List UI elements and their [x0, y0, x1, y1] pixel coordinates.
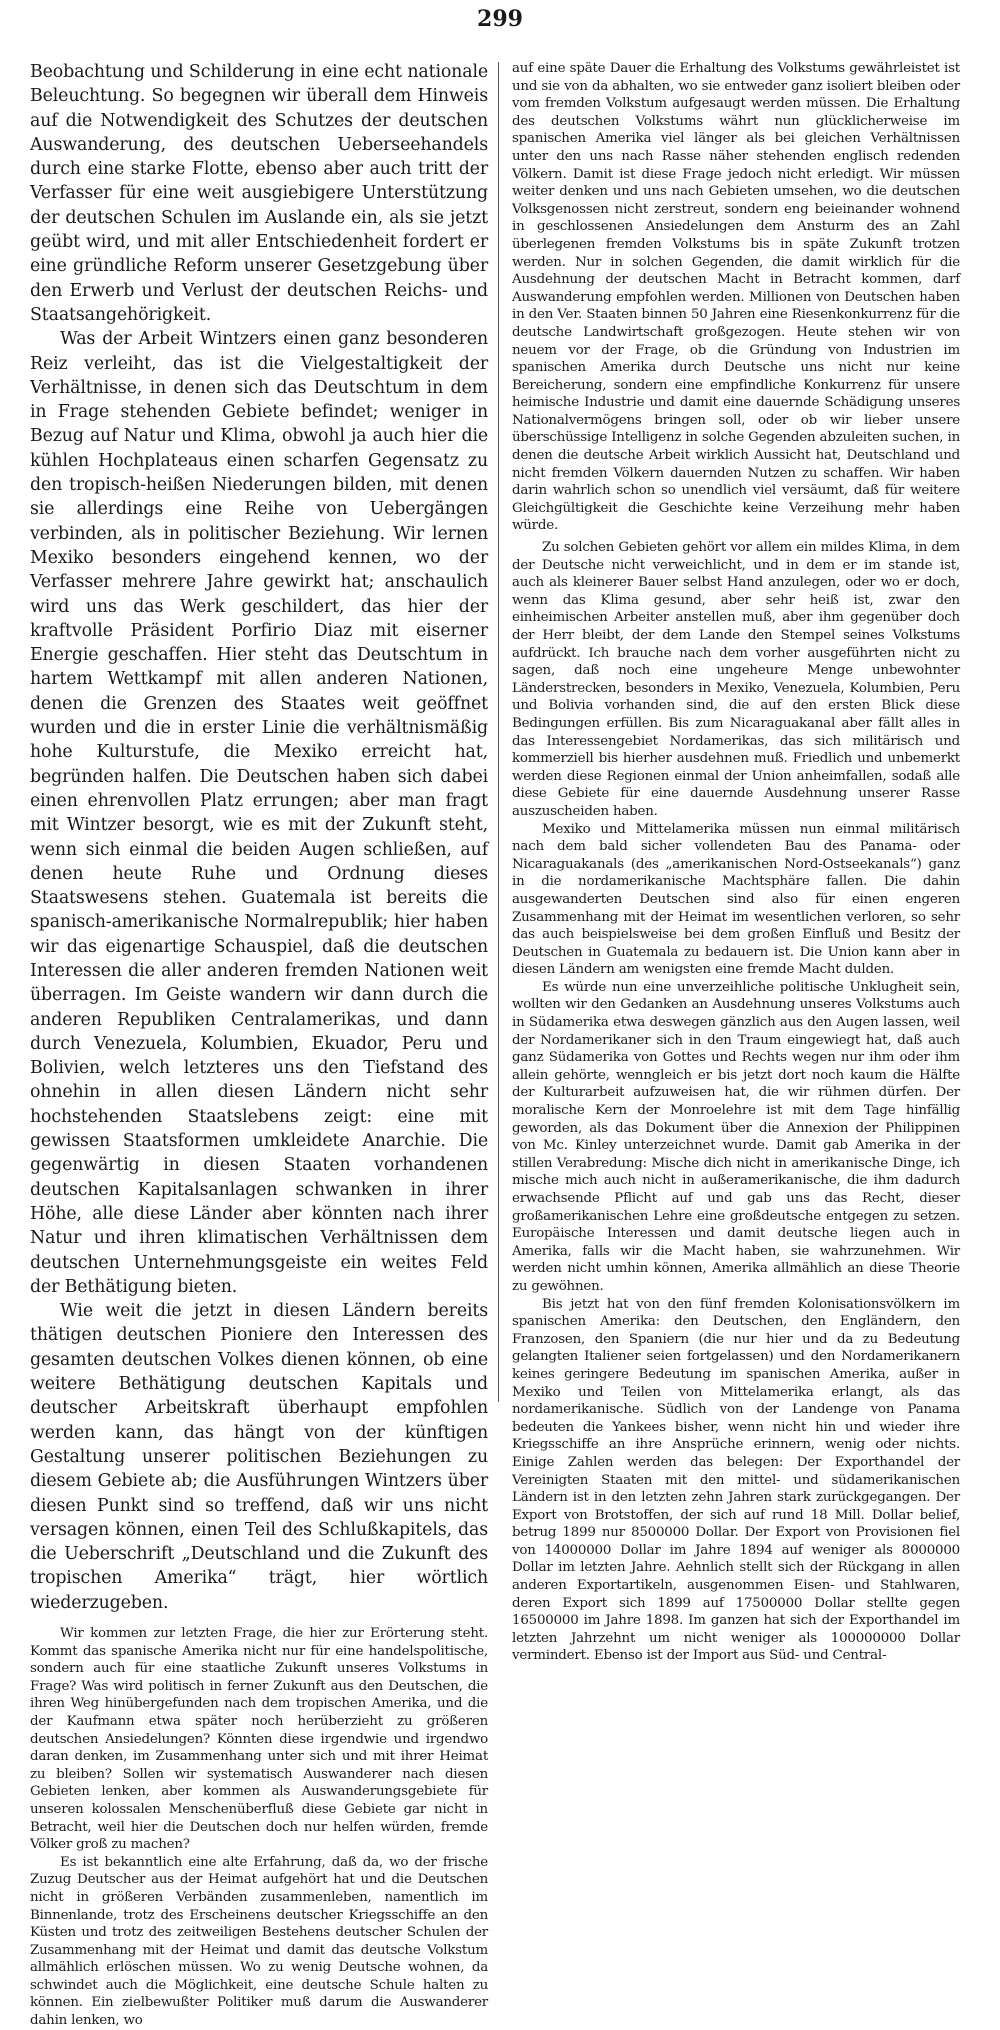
right-column — [512, 60, 960, 1664]
quote-paragraph: Es würde nun eine unverzeihliche politische Unklugheit sein, wollten wir den Gedanken an Ausdehnung unseres Volkstums auch in Südamerika etwa deswegen gänzlich aus den Augen lassen, weil der Nordamerikaner sich in den Traum eingewiegt hat, daß auch ganz Südamerika von Gottes und Rechts wegen nur ihm oder ihm allein gehörte, wenngleich er bis jetzt dort noch kaum die Hälfte der Kulturarbeit aufzuweisen hat, die wir rühmen dürfen. Der moralische Kern der Monroelehre ist mit dem Tage hinfällig geworden, als das Dokument über die Annexion der Philippinen von Mc. Kinley unterzeichnet wurde. Damit gab Amerika in der stillen Verabredung: Mische dich nicht in amerikanische Dinge, ich mische mich auch nicht in außeramerikanische, die ihm dadurch erwachsende Pflicht auf und gab uns das Recht, dieser großamerikanischen Lehre eine großdeutsche entgegen zu setzen. Europäische Interessen und damit deutsche liegen auch in Amerika, falls wir die Macht haben, sie wahrzunehmen. Wir werden nicht umhin können, Amerika allmählich an diese Theorie zu gewöhnen. — [512, 979, 960, 1294]
quote-paragraph: auf eine späte Dauer die Erhaltung des Volkstums gewährleistet ist und sie von da abhalten, wo sie entweder ganz isoliert bleiben oder vom fremden Volkstum aufgesaugt werden müssen. Die Erhaltung des deutschen Volkstums währt nun glücklicherweise im spanischen Amerika viel länger als bei gleichen Verhältnissen unter den uns nach Rasse näher stehenden englisch redenden Völkern. Damit ist diese Frage jedoch nicht erledigt. Wir müssen weiter denken und uns nach Gebieten umsehen, wo die deutschen Volksgenossen nicht zerstreut, sondern eng beieinander wohnend in geschlossenen Ansiedelungen dem Ansturm des an Zahl überlegenen fremden Volkstums bis in späte Zukunft trotzen werden. Nur in solchen Gegenden, die damit wirklich für die Ausdehnung der deutschen Macht in Betracht kommen, darf Auswanderung empfohlen werden. Millionen von Deutschen haben in den Ver. Staaten binnen 50 Jahren eine Riesenkonkurrenz für die deutsche Landwirtschaft großgezogen. Heute stehen wir von neuem vor der Frage, ob die Gründung von Industrien im spanischen Amerika durch Deutsche uns nicht nur keine Bereicherung, sondern eine empfindliche Konkurrenz für unsere heimische Industrie und damit eine dauernde Schädigung unseres Nationalvermögens bringen soll, oder ob wir lieber unsere überschüssige Intelligenz in solche Gegenden abzuleiten suchen, in denen die deutsche Arbeit wirklich Aussicht hat, Deutschland und nicht fremden Völkern dauernden Nutzen zu schaffen. Wir haben darin wahrlich schon so unendlich viel versäumt, daß für weitere Gleichgültigkeit die Geschichte keine Verzeihung mehr haben würde. — [512, 61, 960, 534]
paragraph: Beobachtung und Schilderung in eine echt nationale Beleuchtung. So begegnen wir überall dem Hinweis auf die Notwendigkeit des Schutzes der deutschen Auswanderung, des deutschen Ueberseehandels durch eine starke Flotte, ebenso aber auch tritt der Verfasser für eine weit ausgiebigere Unterstützung der deutschen Schulen im Auslande ein, als sie jetzt geübt wird, und mit aller Entschiedenheit fordert er eine gründliche Reform unserer Gesetzgebung über den Erwerb und Verlust der deutschen Reichs- und Staatsangehörigkeit. — [30, 62, 488, 325]
column-divider — [498, 62, 499, 1402]
quote-paragraph: Wir kommen zur letzten Frage, die hier zur Erörterung steht. Kommt das spanische Amerika nicht nur für eine handelspolitische, sondern auch für eine staatliche Zukunft unseres Volkstums in Frage? Was wird politisch in ferner Zukunft aus den Deutschen, die ihren Weg hinübergefunden nach dem tropischen Amerika, und die der Kaufmann etwa später noch herüberzieht zu größeren deutschen Ansiedelungen? Könnten diese irgendwie und irgendwo daran denken, im Zusammenhang unter sich und mit ihrer Heimat zu bleiben? Sollen wir systematisch Auswanderer nach diesen Gebieten lenken, aber kommen als Auswanderungsgebiete für unseren kolossalen Menschenüberfluß diese Gebiete gar nicht in Betracht, weil hier die Deutschen doch nur helfen würden, fremde Völker groß zu machen? — [30, 1626, 488, 1853]
quote-paragraph: Bis jetzt hat von den fünf fremden Kolonisationsvölkern im spanischen Amerika: den Deutschen, den Engländern, den Franzosen, den Spaniern (die nur hier und da zu Bedeutung gelangten Italiener seien fortgelassen) und den Nordamerikanern keines geringere Bedeutung im spanischen Amerika, außer in Mexiko und Teilen von Mittelamerika erlangt, als das nordamerikanische. Südlich von der Landenge von Panama bedeuten die Yankees bisher, wenn nicht hin und wieder ihre Kriegsschiffe an ihre Ansprüche erinnern, wenig oder nichts. Einige Zahlen werden das belegen: Der Exporthandel der Vereinigten Staaten mit den mittel- und südamerikanischen Ländern ist in den letzten zehn Jahren stark zurückgegangen. Der Export von Brotstoffen, der sich auf rund 18 Mill. Dollar belief, betrug 1899 nur 8500000 Dollar. Der Export von Provisionen fiel von 14000000 Dollar im Jahre 1894 auf weniger als 8000000 Dollar im letzten Jahre. Aehnlich stellt sich der Rückgang in allen anderen Exportartikeln, ausgenommen Eisen- und Stahlwaren, deren Export sich 1899 auf 17500000 Dollar stellte gegen 16500000 im Jahre 1898. Im ganzen hat sich der Exporthandel im letzten Jahrzehnt um nicht weniger als 100000000 Dollar vermindert. Ebenso ist der Import aus Süd- und Central- — [512, 1296, 960, 1664]
page-number: 299 — [477, 6, 523, 32]
quote-paragraph: Mexiko und Mittelamerika müssen nun einmal militärisch nach dem bald sicher vollendeten Bau des Panama- oder Nicaraguakanals (des „amerikanischen Nord-Ostseekanals“) ganz in die nordamerikanische Machtsphäre fallen. Die dahin ausgewanderten Deutschen sind also für einen engeren Zusammenhang mit der Heimat im wesentlichen verloren, so sehr das auch beispielsweise bei dem großen Einfluß und Besitz der Deutschen in Guatemala zu bedauern ist. Die Union kann aber in diesen Ländern am wenigsten eine fremde Macht dulden. — [512, 821, 960, 978]
quote-paragraph: Zu solchen Gebieten gehört vor allem ein mildes Klima, in dem der Deutsche nicht verweichlicht, und in dem er im stande ist, auch als kleinerer Bauer selbst Hand anzulegen, oder wo er doch, wenn das Klima gesund, aber sehr heiß ist, zwar den einheimischen Arbeiter anstellen muß, aber ihm gegenüber doch der Herr bleibt, der dem Lande den Stempel seines Volkstums aufdrückt. Ich brauche nach dem vorher ausgeführten nicht zu sagen, daß noch eine ungeheure Menge unbewohnter Länderstrecken, besonders in Mexiko, Venezuela, Kolumbien, Peru und Bolivia vorhanden sind, die auf den ersten Blick diese Bedingungen erfüllen. Bis zum Nicaraguakanal aber fällt alles in das Interessengebiet Nordamerikas, das sich militärisch und kommerziell bis hierher ausdehnen muß. Friedlich und unbemerkt werden diese Regionen einmal der Union anheimfallen, sodaß alle diese Gebiete für eine dauernde Ausdehnung unserer Rasse auszuscheiden haben. — [512, 540, 960, 819]
quote-paragraph: Es ist bekanntlich eine alte Erfahrung, daß da, wo der frische Zuzug Deutscher aus der Heimat aufgehört hat und die Deutschen nicht in größeren Verbänden zusammenleben, namentlich im Binnenlande, trotz des Erscheinens deutscher Kriegsschiffe an den Küsten und trotz des zeitweiligen Bestehens deutscher Schulen der Zusammenhang mit der Heimat und damit das deutsche Volkstum allmählich erlöschen müssen. Wo zu wenig Deutsche wohnen, da schwindet auch die Möglichkeit, eine deutsche Schule halten zu können. Ein zielbewußter Politiker muß darum die Auswanderer dahin lenken, wo — [30, 1854, 488, 2029]
paragraph: Wie weit die jetzt in diesen Ländern bereits thätigen deutschen Pioniere den Interessen des gesamten deutschen Volkes dienen können, ob eine weitere Bethätigung deutschen Kapitals und deutscher Arbeitskraft überhaupt empfohlen werden kann, das hängt von der künftigen Gestaltung unserer politischen Beziehungen zu diesem Gebiete ab; die Ausführungen Wintzers über diesen Punkt sind so treffend, daß wir uns nicht versagen können, einen Teil des Schlußkapitels, das die Ueberschrift „Deutschland und die Zukunft des tropischen Amerika“ trägt, hier wörtlich wiederzugeben. — [30, 1301, 488, 1613]
paragraph: Was der Arbeit Wintzers einen ganz besonderen Reiz verleiht, das ist die Vielgestaltigkeit der Verhältnisse, in denen sich das Deutschtum in dem in Frage stehenden Gebiete befindet; weniger in Bezug auf Natur und Klima, obwohl ja auch hier die kühlen Hochplateaus einen scharfen Gegensatz zu den tropisch-heißen Niederungen bilden, mit denen sie allerdings eine Reihe von Uebergängen verbinden, als in politischer Beziehung. Wir lernen Mexiko besonders eingehend kennen, wo der Verfasser mehrere Jahre gewirkt hat; anschaulich wird uns das Werk geschildert, das hier der kraftvolle Präsident Porfirio Diaz mit eiserner Energie geschaffen. Hier steht das Deutschtum in hartem Wettkampf mit allen anderen Nationen, denen die Grenzen des Staates weit geöffnet wurden und die in erster Linie die verhältnismäßig hohe Kulturstufe, die Mexiko erreicht hat, begründen halfen. Die Deutschen haben sich dabei einen ehrenvollen Platz errungen; aber man fragt mit Wintzer besorgt, wie es mit der Zukunft steht, wenn sich einmal die beiden Augen schließen, auf denen heute Ruhe und Ordnung dieses Staatswesens stehen. Guatemala ist bereits die spanisch-amerikanische Normalrepublik; hier haben wir das eigenartige Schauspiel, daß die deutschen Interessen die aller anderen fremden Nationen weit überragen. Im Geiste wandern wir dann durch die anderen Republiken Centralamerikas, und dann durch Venezuela, Kolumbien, Ekuador, Peru und Bolivien, welch letzteres uns den Tiefstand des ohnehin in allen diesen Ländern nicht sehr hochstehenden Staatslebens zeigt: eine mit gewissen Staatsformen umkleidete Anarchie. Die gegenwärtig in diesen Staaten vorhandenen deutschen Kapitalsanlagen schwanken in ihrer Höhe, alle diese Länder aber könnten nach ihrer Natur und ihren klimatischen Verhältnissen dem deutschen Unternehmungsgeiste ein weites Feld der Bethätigung bieten. — [30, 329, 488, 1297]
left-column — [30, 60, 488, 2029]
